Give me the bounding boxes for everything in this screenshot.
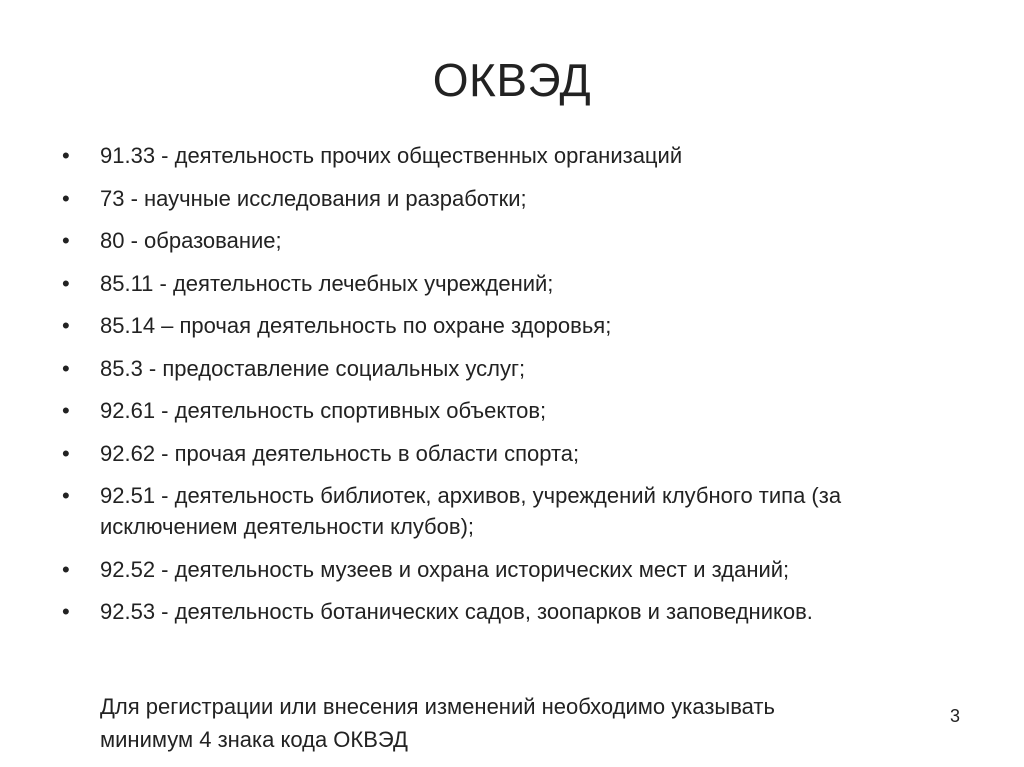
list-item: [62, 395, 962, 426]
list-item-text: 91.33 - деятельность прочих общественных организаций: [100, 143, 683, 168]
list-item: [62, 183, 962, 214]
list-item: [62, 480, 962, 542]
bullet-icon: •: [62, 440, 70, 466]
registration-note: Для регистрации или внесения изменений необходимо указывать минимум 4 знака кода ОКВЭД: [100, 694, 775, 752]
list-item-text: 80 - образование;: [100, 228, 282, 253]
bullet-icon: •: [62, 313, 70, 338]
list-item-text: 85.14 – прочая деятельность по охране здоровья;: [100, 313, 612, 338]
bullet-icon: •: [62, 483, 70, 508]
bullet-icon: •: [62, 599, 70, 624]
list-item: [62, 438, 962, 469]
list-item: [62, 353, 962, 384]
list-item-text: 92.53 - деятельность ботанических садов, зоопарков и заповедников.: [100, 599, 813, 624]
list-item: [62, 225, 962, 256]
list-item: [62, 554, 962, 585]
bullet-icon: •: [62, 556, 70, 582]
list-item-text: 92.61 - деятельность спортивных объектов;: [100, 398, 547, 423]
list-item: [62, 268, 962, 299]
list-item: [62, 596, 962, 627]
bullet-icon: •: [62, 398, 70, 423]
list-item-text: 92.62 - прочая деятельность в области спорта;: [100, 440, 580, 466]
list-item: [62, 310, 962, 341]
page-number: 3: [950, 706, 961, 726]
list-item-text: 92.51 - деятельность библиотек, архивов, учреждений клубного типа (за исключением деятельности клубов);: [100, 483, 842, 539]
bullet-icon: •: [62, 228, 70, 253]
list-item-text: 92.52 - деятельность музеев и охрана исторических мест и зданий;: [100, 556, 790, 582]
list-item-text: 73 - научные исследования и разработки;: [100, 185, 527, 211]
bullet-icon: •: [62, 355, 70, 381]
bullet-icon: •: [62, 143, 70, 168]
list-item: [62, 140, 962, 171]
list-item-text: 85.11 - деятельность лечебных учреждений;: [100, 270, 554, 296]
okved-code-list: [62, 140, 962, 639]
bullet-icon: •: [62, 185, 70, 211]
bullet-icon: •: [62, 270, 70, 296]
slide-title: ОКВЭД: [432, 54, 592, 106]
list-item-text: 85.3 - предоставление социальных услуг;: [100, 355, 526, 381]
